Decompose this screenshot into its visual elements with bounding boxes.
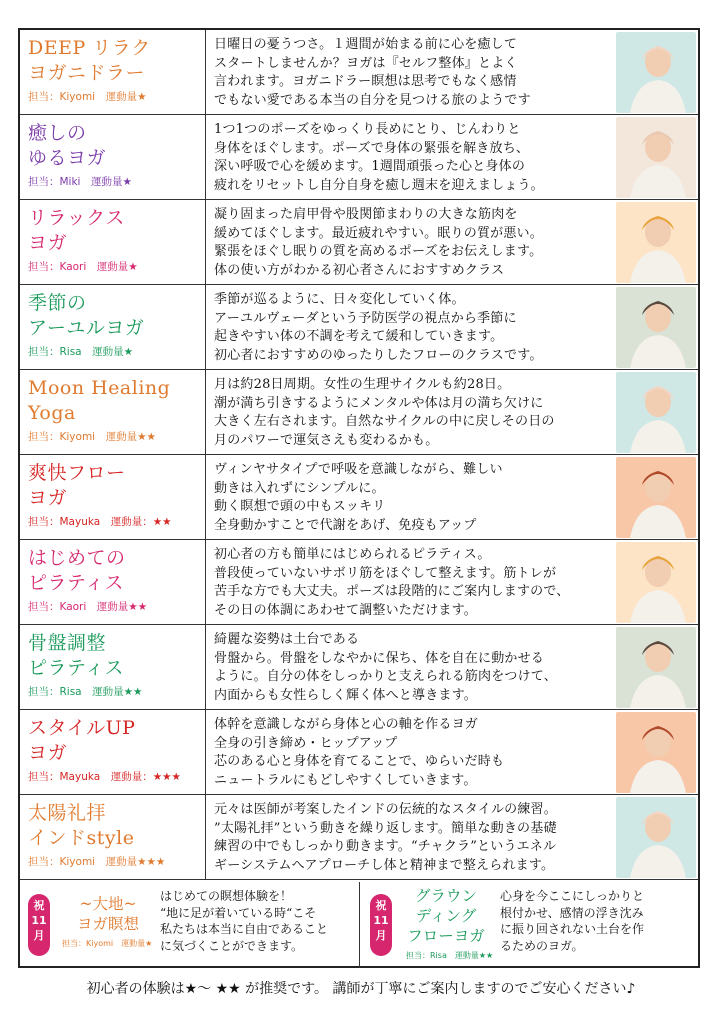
class-meta: 担当：Kiyomi 運動量★ <box>28 91 147 103</box>
instructor-photo <box>616 202 696 283</box>
class-row <box>20 115 698 200</box>
special-description: 心身を今ここにしっかりと 根付かせ、感情の浮き沈み に振り回されない土台を作 るためのヨガ。 <box>500 889 645 953</box>
class-name-cell <box>20 625 206 709</box>
instructor-photo <box>616 712 696 793</box>
class-meta: 担当：Kaori 運動量★★ <box>28 601 148 613</box>
class-title: リラックス ヨガ <box>28 207 125 254</box>
class-name-cell <box>20 200 206 284</box>
class-name-cell <box>20 115 206 199</box>
class-description: ヴィンヤサタイプで呼吸を意識しながら、難しい 動きは入れずにシンプルに。 動く瞑想で頭の中もスッキリ 全身動かすことで代謝をあげ、免疫もアップ <box>214 462 503 533</box>
instructor-photo <box>616 32 696 113</box>
instructor-photo <box>616 797 696 878</box>
class-title: 爽快フロー ヨガ <box>28 462 126 509</box>
class-row <box>20 285 698 370</box>
instructor-photo <box>616 542 696 623</box>
class-meta: 担当：Risa 運動量★ <box>28 346 134 358</box>
class-description: 1つ1つのポーズをゆっくり長めにとり、じんわりと 身体をほぐします。ポーズで身体の緊張を解き放ち、 深い呼吸で心を緩めます。1週間頑張った心と身体の 疲れをリセットし自分自身を癒し週末を迎えましょう。 <box>214 122 544 193</box>
special-section <box>20 882 698 968</box>
instructor-photo <box>616 117 696 198</box>
class-meta: 担当：Kiyomi 運動量★★★ <box>28 856 166 868</box>
class-title: はじめての ピラティス <box>28 547 126 594</box>
class-meta: 担当：Kiyomi 運動量★★ <box>28 431 156 443</box>
special-description: はじめての瞑想体験を！ “地に足が着いている時“こそ 私たちは本当に自由であること に気づくことができます。 <box>160 889 329 953</box>
class-description: 初心者の方も簡単にはじめられるピラティス。 普段使っていないサボリ筋をほぐして整えます。筋トレが 苦手な方でも大丈夫。ポーズは段階的にご案内しますので、 その日の体調にあわせて調整いただけます。 <box>214 547 570 618</box>
special-title: グラウン ディング フローヨガ <box>407 887 485 945</box>
class-row <box>20 200 698 285</box>
class-name-cell <box>20 795 206 879</box>
class-row <box>20 710 698 795</box>
class-title: DEEP リラク ヨガニドラー <box>28 37 151 84</box>
class-name-cell <box>20 285 206 369</box>
class-description: 体幹を意識しながら身体と心の軸を作るヨガ 全身の引き締め・ヒップアップ 芯のある心と身体を育てることで、ゆらいだ時も ニュートラルにもどしやすくしていきます。 <box>214 717 505 788</box>
class-meta: 担当：Mayuka 運動量：★★ <box>28 516 172 528</box>
class-description: 月は約28日周期。女性の生理サイクルも約28日。 潮が満ち引きするようにメンタルや体は月の満ち欠けに 大きく左右されます。自然なサイクルの中に戻しその日の 月のパワーで運気さえも変わるかも。 <box>214 377 555 448</box>
class-row <box>20 540 698 625</box>
special-meta: 担当：Kiyomi 運動量★ <box>62 939 153 948</box>
celebration-badge: 祝 11 月 <box>28 894 50 956</box>
class-name-cell <box>20 540 206 624</box>
class-title: 癒しの ゆるヨガ <box>28 122 107 169</box>
instructor-photo <box>616 372 696 453</box>
schedule-frame <box>18 28 700 968</box>
footer-note: 初心者の体験は★～ ★★ が推奨です。 講師が丁寧にご案内しますのでご安心ください♪ <box>86 981 636 997</box>
special-class-2 <box>360 882 698 968</box>
class-row <box>20 625 698 710</box>
celebration-badge: 祝 11 月 <box>370 894 392 956</box>
class-title: 季節の アーユルヨガ <box>28 292 145 339</box>
class-row <box>20 795 698 880</box>
instructor-photo <box>616 457 696 538</box>
special-class-1 <box>20 882 360 968</box>
class-description: 季節が巡るように、日々変化していく体。 アーユルヴェーダという予防医学の視点から季節に 起きやすい体の不調を考えて緩和していきます。 初心者におすすめのゆったりしたフローのクラスです。 <box>214 292 543 363</box>
class-meta: 担当：Kaori 運動量★ <box>28 261 138 273</box>
instructor-photo <box>616 627 696 708</box>
class-title: 骨盤調整 ピラティス <box>28 632 124 679</box>
class-meta: 担当：Miki 運動量★ <box>28 176 132 188</box>
instructor-photo <box>616 287 696 368</box>
class-meta: 担当：Mayuka 運動量：★★★ <box>28 771 181 783</box>
class-row <box>20 30 698 115</box>
class-title: 太陽礼拝 インドstyle <box>28 802 135 849</box>
class-name-cell <box>20 30 206 114</box>
class-title: スタイルUP ヨガ <box>28 717 136 764</box>
class-name-cell <box>20 370 206 454</box>
special-title: ~大地~ ヨガ瞑想 <box>76 895 139 933</box>
class-title: Moon Healing Yoga <box>28 377 171 424</box>
class-description: 綺麗な姿勢は土台である 骨盤から。骨盤をしなやかに保ち、体を自在に動かせる ように。自分の体をしっかりと支えられる筋肉をつけて、 内面からも女性らしく輝く体へと導きます。 <box>214 632 557 703</box>
class-description: 凝り固まった肩甲骨や股関節まわりの大きな筋肉を 緩めてほぐします。最近疲れやすい。眠りの質が悪い。 緊張をほぐし眠りの質を高めるポーズをお伝えします。 体の使い方がわかる初心者さんにおすすめクラス <box>214 207 543 278</box>
class-description: 元々は医師が考案したインドの伝統的なスタイルの練習。 ”太陽礼拝”という動きを繰り返します。簡単な動きの基礎 練習の中でもしっかり動きます。“チャクラ”というエネル ギーシステムへアプローチし体と精神まで整えられます。 <box>214 802 557 873</box>
class-meta: 担当：Risa 運動量★★ <box>28 686 143 698</box>
class-row <box>20 455 698 540</box>
class-description: 日曜日の憂うつさ。１週間が始まる前に心を癒して スタートしませんか？ヨガは『セルフ整体』とよく 言われます。ヨガニドラー瞑想は思考でもなく感情 でもない愛である本当の自分を見つける旅のようです <box>214 37 531 108</box>
special-meta: 担当：Risa 運動量★★ <box>406 951 494 960</box>
class-name-cell <box>20 710 206 794</box>
class-row <box>20 370 698 455</box>
class-name-cell <box>20 455 206 539</box>
